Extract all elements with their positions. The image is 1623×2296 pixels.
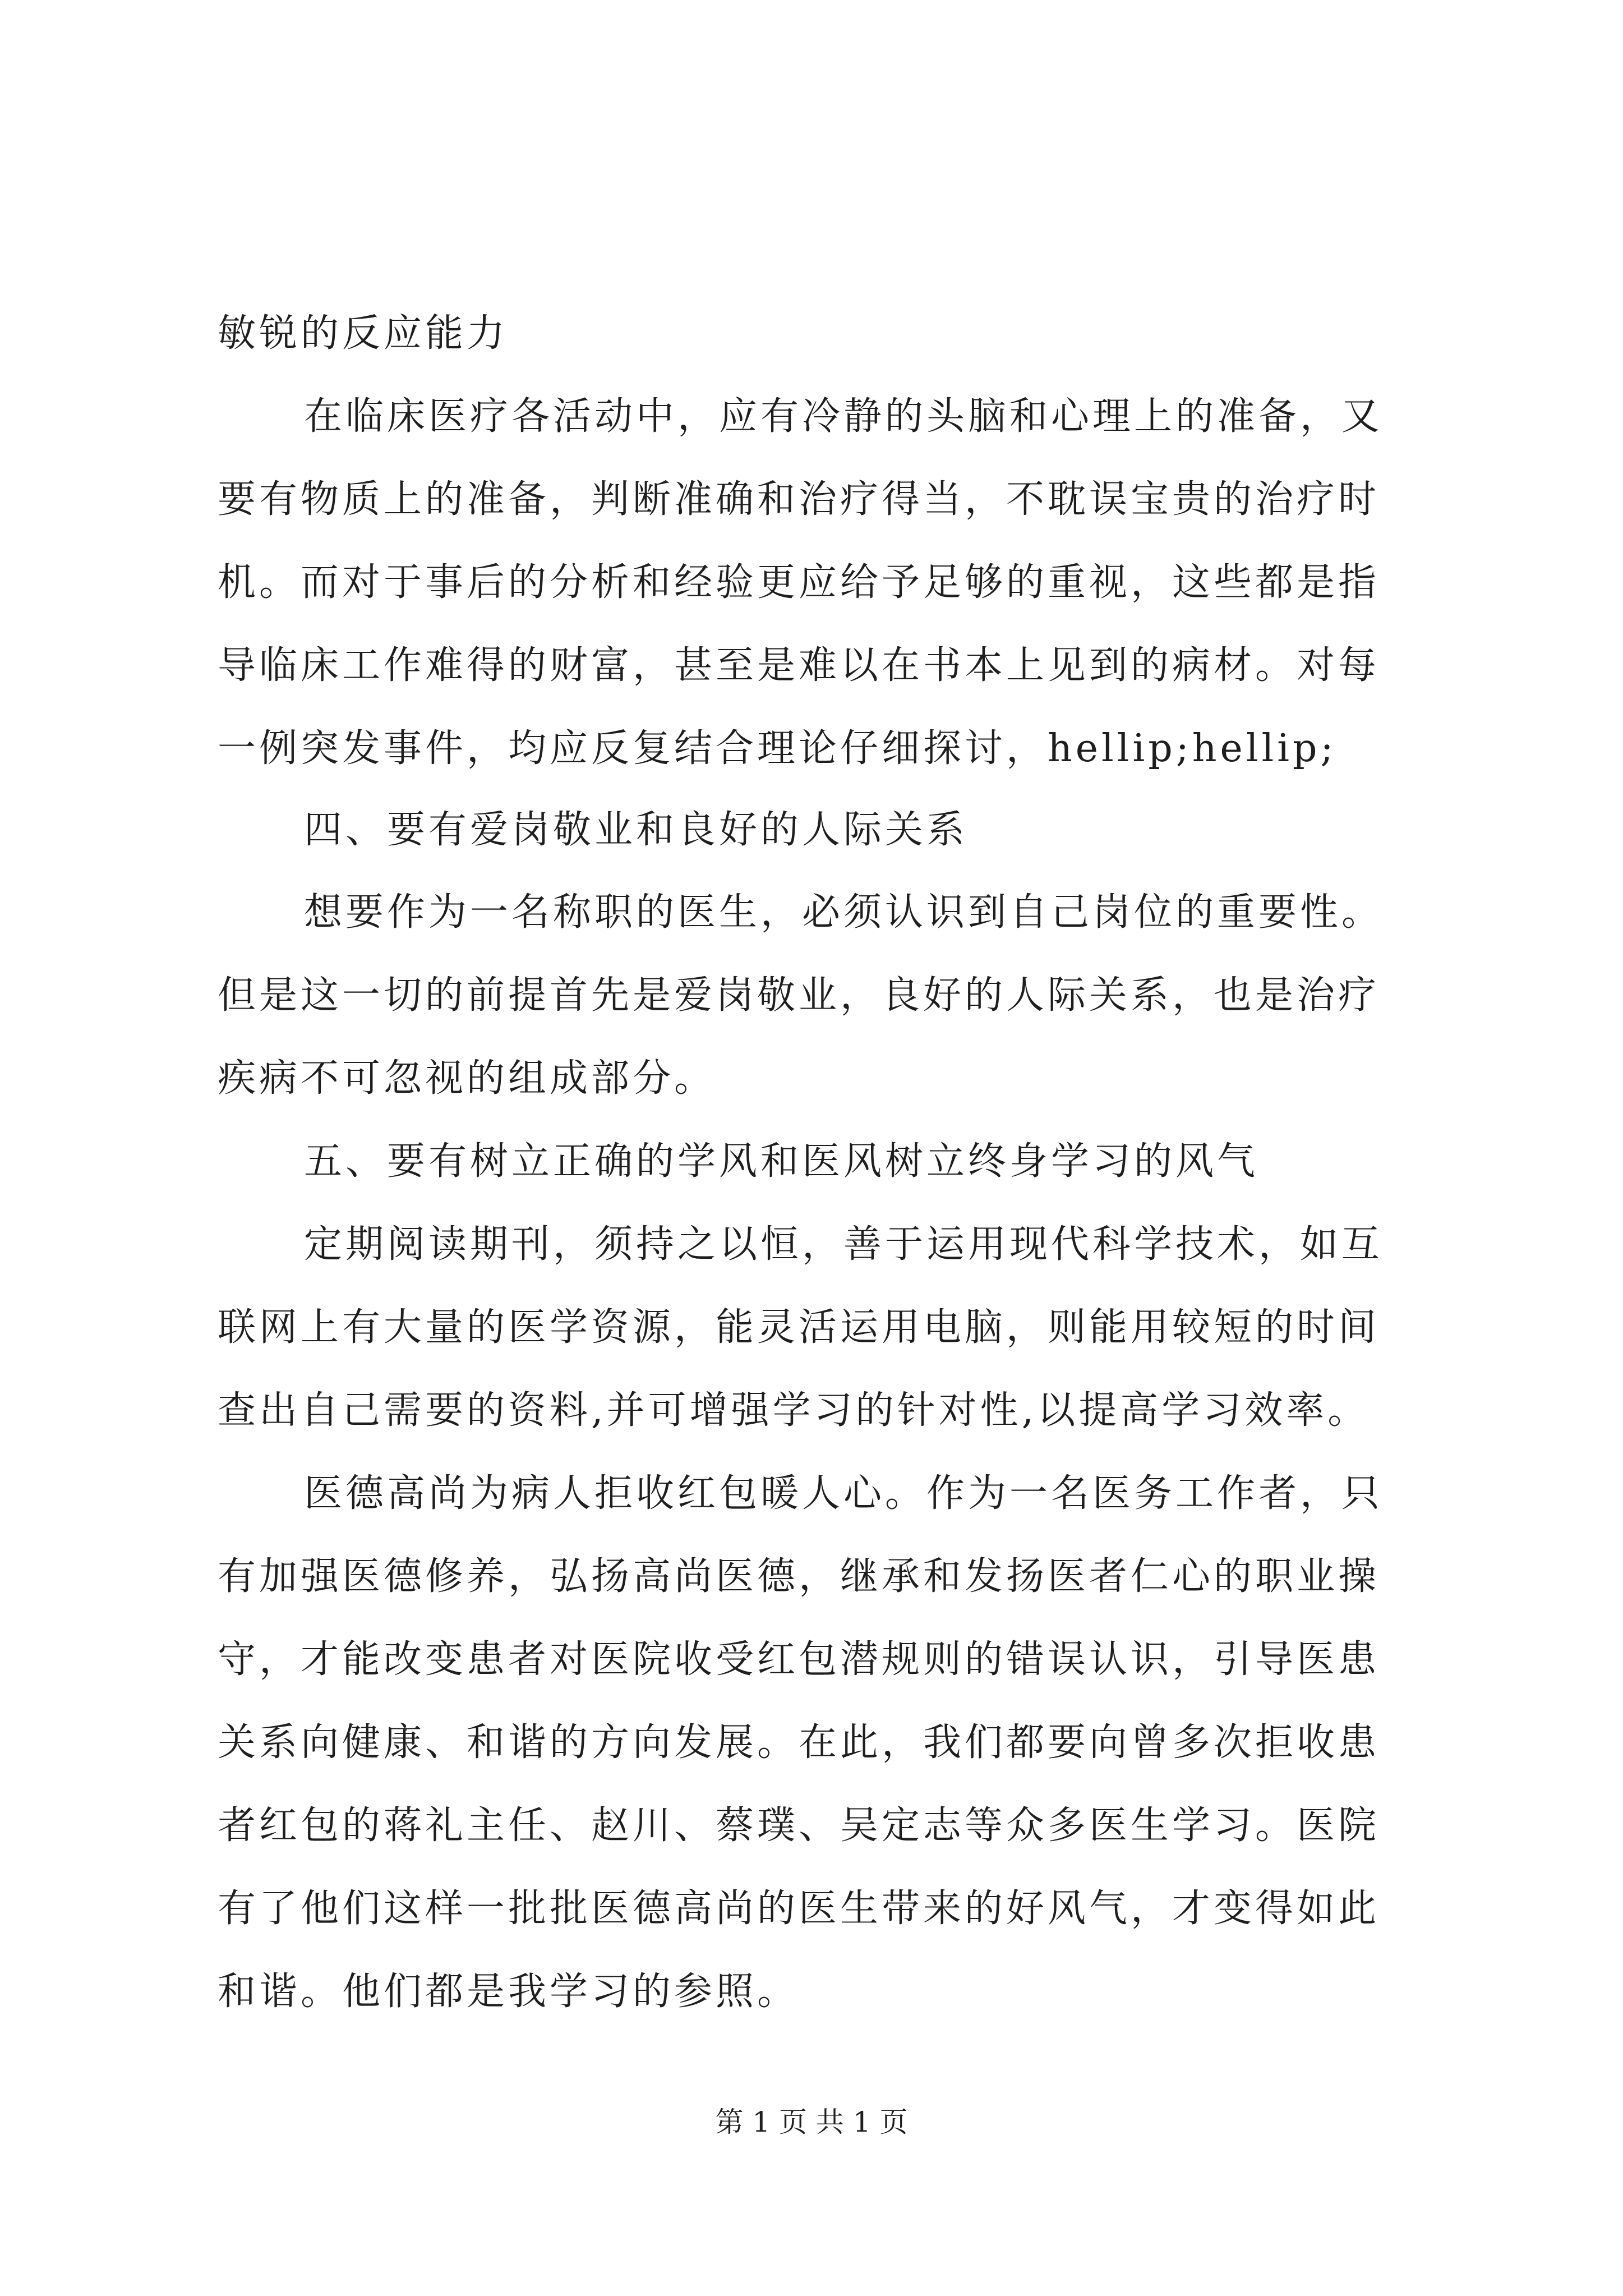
text-line: 联网上有大量的医学资源，能灵活运用电脑，则能用较短的时间 (218, 1305, 1380, 1350)
text-line: 有了他们这样一批批医德高尚的医生带来的好风气，才变得如此 (218, 1887, 1380, 1931)
text-line: 导临床工作难得的财富，甚至是难以在书本上见到的病材。对每 (218, 643, 1380, 688)
text-line: 但是这一切的前提首先是爱岗敬业，良好的人际关系，也是治疗 (218, 973, 1380, 1018)
paragraph-first-line: 想要作为一名称职的医生，必须认识到自己岗位的重要性。 (304, 890, 1384, 935)
text-line: 者红包的蒋礼主任、赵川、蔡璞、吴定志等众多医生学习。医院 (218, 1803, 1380, 1848)
section-heading: 四、要有爱岗敬业和良好的人际关系 (304, 808, 969, 852)
paragraph-first-line: 医德高尚为病人拒收红包暖人心。作为一名医务工作者，只 (304, 1471, 1384, 1516)
text-line: 关系向健康、和谐的方向发展。在此，我们都要向曾多次拒收患 (218, 1720, 1380, 1765)
text-line: 要有物质上的准备，判断准确和治疗得当，不耽误宝贵的治疗时 (218, 477, 1380, 522)
text-line: 机。而对于事后的分析和经验更应给予足够的重视，这些都是指 (218, 560, 1380, 605)
paragraph-first-line: 定期阅读期刊，须持之以恒，善于运用现代科学技术，如互 (304, 1222, 1384, 1267)
section-heading: 五、要有树立正确的学风和医风树立终身学习的风气 (304, 1139, 1259, 1184)
text-line: 查出自己需要的资料,并可增强学习的针对性,以提高学习效率。 (218, 1388, 1370, 1433)
text-line: 守，才能改变患者对医院收受红包潜规则的错误认识，引导医患 (218, 1637, 1380, 1682)
text-line: 有加强医德修养，弘扬高尚医德，继承和发扬医者仁心的职业操 (218, 1554, 1380, 1599)
text-line: 和谐。他们都是我学习的参照。 (218, 1970, 799, 2014)
text-line: 疾病不可忽视的组成部分。 (218, 1056, 716, 1101)
text-line: 一例突发事件，均应反复结合理论仔细探讨，hellip;hellip; (218, 726, 1337, 771)
paragraph-first-line: 在临床医疗各活动中，应有冷静的头脑和心理上的准备，又 (304, 394, 1384, 439)
text-line: 敏锐的反应能力 (218, 311, 509, 356)
page-footer: 第 1 页 共 1 页 (715, 2106, 908, 2138)
